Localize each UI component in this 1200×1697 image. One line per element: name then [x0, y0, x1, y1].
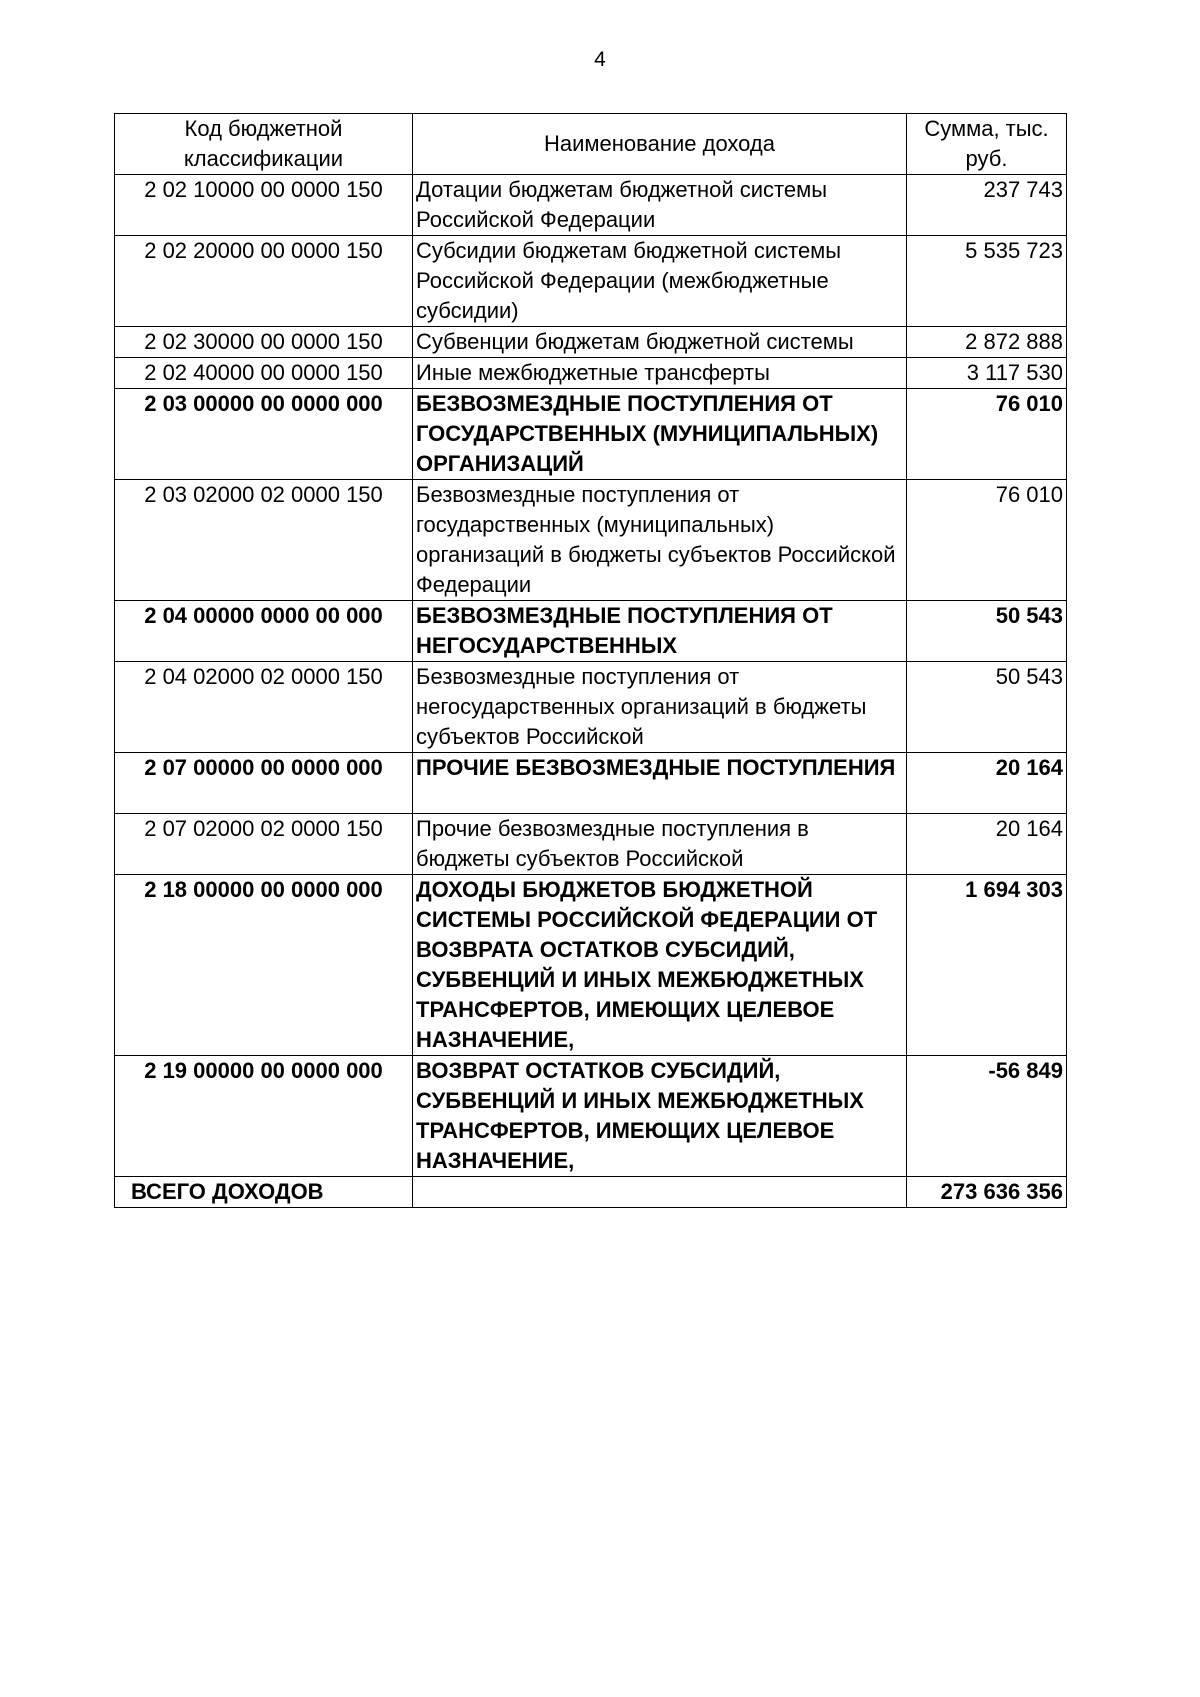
row-name-text: Субсидии бюджетам бюджетной системы Российской Федерации (межбюджетные субсидии) — [416, 238, 842, 323]
row-sum: 1 694 303 — [907, 875, 1067, 1056]
row-name — [413, 389, 907, 480]
row-name — [413, 601, 907, 662]
total-sum: 273 636 356 — [907, 1177, 1067, 1208]
row-name-text: Безвозмездные поступления от негосударственных организаций в бюджеты субъектов Российской — [416, 664, 867, 749]
row-sum: 3 117 530 — [907, 358, 1067, 389]
row-name-text: ДОХОДЫ БЮДЖЕТОВ БЮДЖЕТНОЙ СИСТЕМЫ РОССИЙСКОЙ ФЕДЕРАЦИИ ОТ ВОЗВРАТА ОСТАТКОВ СУБСИДИЙ, СУБВЕНЦИЙ И ИНЫХ МЕЖБЮДЖЕТНЫХ ТРАНСФЕРТОВ, ИМЕЮЩИХ ЦЕЛЕВОЕ НАЗНАЧЕНИЕ, — [416, 877, 878, 1052]
row-code: 2 07 00000 00 0000 000 — [115, 753, 413, 814]
row-sum: 20 164 — [907, 814, 1067, 875]
table-row — [115, 236, 1067, 327]
table-row-section — [115, 875, 1067, 1056]
row-code: 2 04 00000 0000 00 000 — [115, 601, 413, 662]
table-row-total — [115, 1177, 1067, 1208]
row-code: 2 02 30000 00 0000 150 — [115, 327, 413, 358]
header-name: Наименование дохода — [413, 114, 907, 175]
row-name-text: ПРОЧИЕ БЕЗВОЗМЕЗДНЫЕ ПОСТУПЛЕНИЯ — [416, 755, 896, 780]
table-row-section — [115, 389, 1067, 480]
row-name-text: Иные межбюджетные трансферты — [416, 360, 770, 385]
table-row — [115, 662, 1067, 753]
row-name-text: БЕЗВОЗМЕЗДНЫЕ ПОСТУПЛЕНИЯ ОТ ГОСУДАРСТВЕННЫХ (МУНИЦИПАЛЬНЫХ) ОРГАНИЗАЦИЙ — [416, 391, 879, 476]
row-code: 2 02 40000 00 0000 150 — [115, 358, 413, 389]
total-name — [413, 1177, 907, 1208]
header-sum: Сумма, тыс. руб. — [907, 114, 1067, 175]
row-name — [413, 814, 907, 875]
row-code: 2 02 10000 00 0000 150 — [115, 175, 413, 236]
row-name — [413, 753, 907, 814]
row-name — [413, 236, 907, 327]
row-name-text: ВОЗВРАТ ОСТАТКОВ СУБСИДИЙ, СУБВЕНЦИЙ И ИНЫХ МЕЖБЮДЖЕТНЫХ ТРАНСФЕРТОВ, ИМЕЮЩИХ ЦЕЛЕВОЕ НАЗНАЧЕНИЕ, — [416, 1058, 864, 1173]
header-code: Код бюджетной классификации — [115, 114, 413, 175]
row-name-text: Безвозмездные поступления от государственных (муниципальных) организаций в бюджеты субъектов Российской Федерации — [416, 482, 896, 597]
row-name-text: Субвенции бюджетам бюджетной системы — [416, 329, 854, 354]
row-sum: 5 535 723 — [907, 236, 1067, 327]
row-name — [413, 1056, 907, 1177]
table-row — [115, 358, 1067, 389]
row-sum: 20 164 — [907, 753, 1067, 814]
row-name-text: Прочие безвозмездные поступления в бюджеты субъектов Российской — [416, 816, 809, 871]
table-row-section — [115, 601, 1067, 662]
row-name — [413, 875, 907, 1056]
row-code: 2 03 00000 00 0000 000 — [115, 389, 413, 480]
table-row-section — [115, 1056, 1067, 1177]
table-row — [115, 327, 1067, 358]
row-code: 2 03 02000 02 0000 150 — [115, 480, 413, 601]
row-name — [413, 358, 907, 389]
row-code: 2 19 00000 00 0000 000 — [115, 1056, 413, 1177]
table-row — [115, 814, 1067, 875]
row-name — [413, 480, 907, 601]
row-code: 2 02 20000 00 0000 150 — [115, 236, 413, 327]
row-code: 2 04 02000 02 0000 150 — [115, 662, 413, 753]
row-name-text: Дотации бюджетам бюджетной системы Российской Федерации — [416, 177, 828, 232]
row-code: 2 18 00000 00 0000 000 — [115, 875, 413, 1056]
row-name — [413, 327, 907, 358]
row-name — [413, 175, 907, 236]
row-sum: -56 849 — [907, 1056, 1067, 1177]
row-sum: 76 010 — [907, 480, 1067, 601]
row-sum: 50 543 — [907, 601, 1067, 662]
row-sum: 50 543 — [907, 662, 1067, 753]
table-row — [115, 480, 1067, 601]
total-label: ВСЕГО ДОХОДОВ — [115, 1177, 413, 1208]
row-sum: 76 010 — [907, 389, 1067, 480]
row-sum: 237 743 — [907, 175, 1067, 236]
table-row — [115, 175, 1067, 236]
row-name-text: БЕЗВОЗМЕЗДНЫЕ ПОСТУПЛЕНИЯ ОТ НЕГОСУДАРСТВЕННЫХ — [416, 603, 833, 658]
table-header-row — [115, 114, 1067, 175]
page-number: 4 — [594, 48, 606, 71]
row-name — [413, 662, 907, 753]
income-table — [114, 113, 1067, 1208]
row-sum: 2 872 888 — [907, 327, 1067, 358]
table-row-section — [115, 753, 1067, 814]
row-code: 2 07 02000 02 0000 150 — [115, 814, 413, 875]
